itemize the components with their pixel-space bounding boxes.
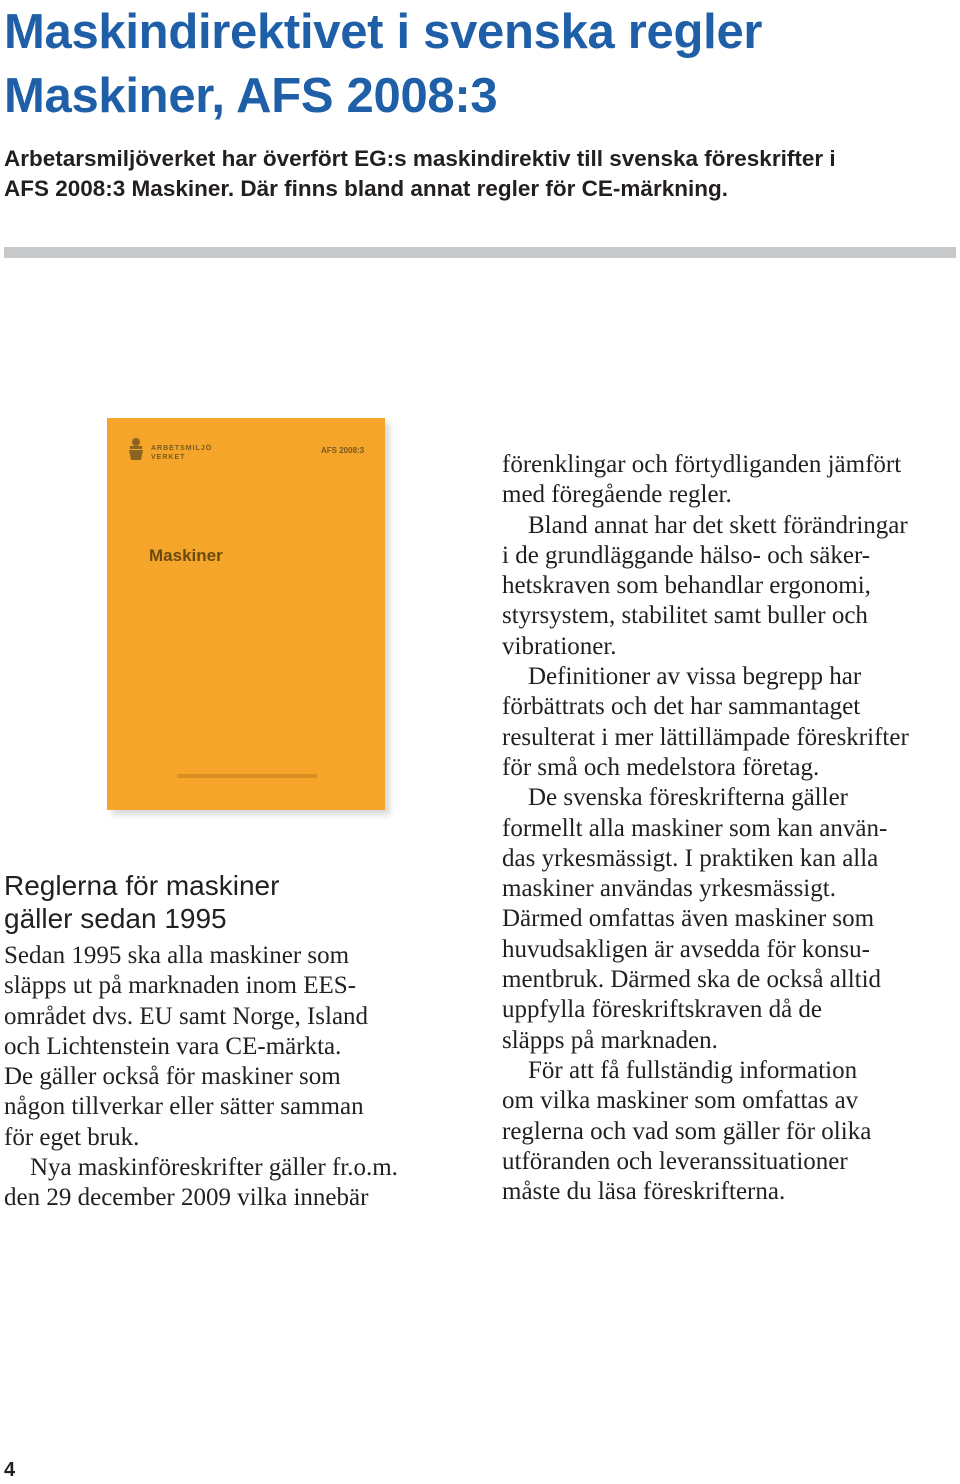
text-line: För att få fullständig information (528, 1056, 858, 1084)
text-line: måste du läsa föreskrifterna. (502, 1178, 786, 1206)
text-line: hetskraven som behandlar ergonomi, (502, 572, 871, 600)
text-line: mentbruk. Därmed ska de också alltid (502, 966, 882, 994)
text-line: någon tillverkar eller sätter samman (4, 1093, 364, 1121)
text-line: släpps ut på marknaden inom EES- (4, 972, 357, 1000)
section-subheading (4, 869, 464, 935)
cover-title: Maskiner (149, 546, 223, 565)
text-line: Definitioner av vissa begrepp har (528, 663, 862, 691)
text-line: uppfylla föreskriftskraven då de (502, 996, 823, 1024)
crown-logo-icon (125, 436, 147, 464)
text-line: med föregående regler. (502, 481, 732, 509)
text-line: das yrkesmässigt. I praktiken kan alla (502, 844, 879, 872)
page-number: 4 (4, 1459, 16, 1481)
cover-agency-name: ARBETSMILJÖ VERKET (151, 445, 213, 461)
text-line: Nya maskinföreskrifter gäller fr.o.m. (30, 1154, 398, 1182)
intro-paragraph (4, 144, 954, 204)
subheading-line-1: Reglerna för maskiner (4, 870, 280, 901)
text-line: om vilka maskiner som omfattas av (502, 1087, 859, 1115)
cover-code: AFS 2008:3 (321, 446, 365, 455)
text-line: Därmed omfattas även maskiner som (502, 905, 875, 933)
text-line: för eget bruk. (4, 1123, 140, 1151)
text-line: styrsystem, stabilitet samt buller och (502, 602, 868, 630)
text-line: i de grundläggande hälso- och säker- (502, 541, 871, 569)
text-line: De gäller också för maskiner som (4, 1063, 341, 1091)
text-line: förbättrats och det har sammantaget (502, 693, 861, 721)
text-line: huvudsakligen är avsedda för konsu- (502, 935, 870, 963)
intro-line-1: Arbetarsmiljöverket har överfört EG:s maskindirektiv till svenska föreskrifter i (4, 146, 836, 171)
text-line: utföranden och leveranssituationer (502, 1147, 848, 1175)
text-line: den 29 december 2009 vilka innebär (4, 1184, 369, 1212)
text-line: vibrationer. (502, 632, 617, 660)
text-line: De svenska föreskrifterna gäller (528, 784, 848, 812)
text-line: och Lichtenstein vara CE-märkta. (4, 1032, 342, 1060)
intro-line-2: AFS 2008:3 Maskiner. Där finns bland annat regler för CE-märkning. (4, 176, 728, 201)
left-column-text (4, 941, 474, 1214)
right-column-text (502, 450, 958, 1207)
text-line: formellt alla maskiner som kan använ- (502, 814, 888, 842)
text-line: maskiner användas yrkesmässigt. (502, 875, 836, 903)
text-line: reglerna och vad som gäller för olika (502, 1117, 872, 1145)
page-title (4, 0, 944, 128)
divider-rule (4, 247, 956, 258)
publication-cover-image (107, 418, 385, 810)
subheading-line-2: gäller sedan 1995 (4, 903, 227, 934)
text-line: släpps på marknaden. (502, 1026, 718, 1054)
text-line: området dvs. EU samt Norge, Island (4, 1002, 369, 1030)
text-line: Sedan 1995 ska alla maskiner som (4, 942, 350, 969)
text-line: för små och medelstora företag. (502, 753, 820, 781)
cover-footer-line (177, 774, 317, 778)
text-line: Bland annat har det skett förändringar (528, 511, 908, 539)
title-line-2: Maskiner, AFS 2008:3 (4, 69, 498, 123)
title-line-1: Maskindirektivet i svenska regler (4, 5, 763, 59)
text-line: förenklingar och förtydliganden jämfört (502, 451, 902, 478)
text-line: resulterat i mer lättillämpade föreskrifter (502, 723, 909, 751)
